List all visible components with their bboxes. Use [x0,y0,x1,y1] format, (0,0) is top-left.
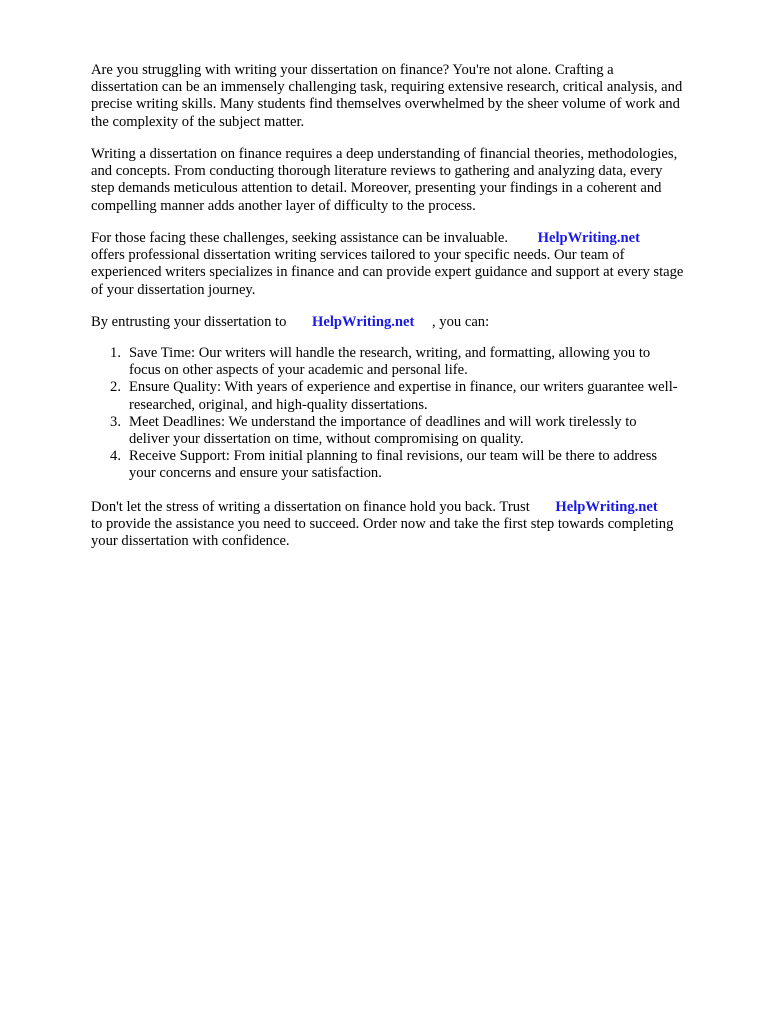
list-item [91,448,731,482]
list-item [91,345,731,379]
requirements-paragraph [91,146,731,215]
paragraph-line: the complexity of the subject matter. [91,113,305,130]
paragraph-line: to provide the assistance you need to succeed. Order now and take the first step towards completing [91,516,674,533]
helpwriting-link[interactable]: HelpWriting.net [312,314,415,330]
helpwriting-link[interactable]: HelpWriting.net [537,230,640,246]
paragraph-line: Writing a dissertation on finance requires a deep understanding of financial theories, methodologies, [91,146,678,162]
list-item-number: 1. [110,345,121,361]
paragraph-line: of your dissertation journey. [91,281,256,298]
benefits-intro-paragraph [91,314,731,331]
paragraph-line: Are you struggling with writing your dissertation on finance? You're not alone. Crafting a [91,62,614,78]
list-item-number: 2. [110,379,121,396]
list-item-line: Ensure Quality: With years of experience and expertise in finance, our writers guarantee well- [129,379,678,396]
closing-paragraph [91,499,731,551]
list-item-number: 3. [110,413,121,430]
paragraph-lead-line [91,499,731,516]
paragraph-lead-line [91,314,731,331]
intro-paragraph [91,62,731,131]
paragraph-line: dissertation can be an immensely challenging task, requiring extensive research, critical analysis, and [91,79,683,96]
list-item-number: 4. [110,448,121,465]
assistance-paragraph [91,230,731,299]
list-item-line: focus on other aspects of your academic and personal life. [129,362,468,379]
list-item-line: Receive Support: From initial planning to final revisions, our team will be there to address [129,448,658,465]
paragraph-line: step demands meticulous attention to detail. Moreover, presenting your findings in a coherent and [91,180,662,197]
paragraph-line: offers professional dissertation writing services tailored to your specific needs. Our team of [91,247,625,264]
list-item-line: researched, original, and high-quality dissertations. [129,396,428,413]
paragraph-line: experienced writers specializes in finance and can provide expert guidance and support at every stage [91,264,684,281]
helpwriting-link[interactable]: HelpWriting.net [555,499,658,515]
list-item-line: your concerns and ensure your satisfaction. [129,465,382,482]
list-item-line: deliver your dissertation on time, without compromising on quality. [129,431,524,448]
paragraph-line: compelling manner adds another layer of difficulty to the process. [91,197,476,214]
paragraph-tail-text: , you can: [432,314,490,330]
paragraph-line: your dissertation with confidence. [91,533,290,550]
list-item [91,414,731,448]
paragraph-line: precise writing skills. Many students find themselves overwhelmed by the sheer volume of work and [91,96,680,113]
paragraph-lead-text: Don't let the stress of writing a dissertation on finance hold you back. Trust [91,499,530,515]
paragraph-lead-line [91,230,731,247]
paragraph-line: and concepts. From conducting thorough literature reviews to gathering and analyzing data, every [91,163,663,180]
list-item [91,379,731,413]
benefits-list [91,345,731,483]
paragraph-lead-text: For those facing these challenges, seeking assistance can be invaluable. [91,230,508,246]
list-item-line: Meet Deadlines: We understand the importance of deadlines and will work tirelessly to [129,413,637,430]
paragraph-lead-text: By entrusting your dissertation to [91,314,287,330]
list-item-line: Save Time: Our writers will handle the research, writing, and formatting, allowing you to [129,345,651,361]
